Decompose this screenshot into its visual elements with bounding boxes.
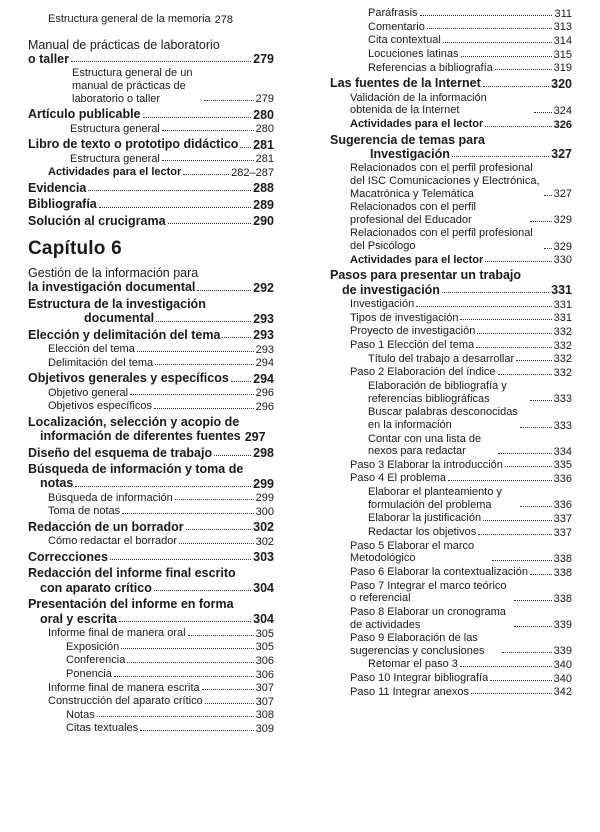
dot-leader [162,130,254,131]
toc-entry[interactable]: Estructura general 281 [70,152,274,166]
toc-entry[interactable]: Relacionados con el perfil profesional del Psicólogo 329 [350,227,572,253]
dot-leader [156,321,251,322]
toc-entry-redaccion[interactable]: Redacción de un borrador 302 [28,520,274,535]
toc-entry[interactable]: Conferencia 306 [66,654,274,667]
toc-entry[interactable]: Paso 11 Integrar anexos 342 [350,685,572,699]
toc-entry-diseno[interactable]: Diseño del esquema de trabajo 298 [28,445,274,461]
chapter-heading: Capítulo 6 [28,238,122,260]
dot-leader [448,480,552,481]
dot-leader [483,520,552,521]
toc-entry[interactable]: Paso 8 Elaborar un cronograma de actividades 339 [350,605,572,632]
toc-entry[interactable]: Estructura general 280 [70,122,274,136]
toc-entry[interactable]: Toma de notas 300 [48,505,274,519]
dot-leader [505,466,552,467]
toc-entry-libro[interactable]: Libro de texto o prototipo didáctico 281 [28,137,274,152]
dot-leader [476,347,552,348]
dot-leader [514,626,552,627]
dot-leader [442,292,549,293]
toc-entry[interactable]: Tipos de investigación 331 [350,311,572,325]
toc-entry[interactable]: Notas 308 [66,708,274,722]
dot-leader [205,703,254,704]
dot-leader [122,513,253,514]
toc-entry[interactable]: Búsqueda de información 299 [48,491,274,505]
dot-leader [99,207,251,208]
toc-entry[interactable]: Elaborar el planteamiento y formulación del problema 336 [368,486,572,512]
toc-entry[interactable]: Estructura general de la memoria 278 [48,13,233,26]
toc-entry[interactable]: Elaboración de bibliografía y referencias bibliográficas 333 [368,379,572,406]
dot-leader [420,15,553,16]
toc-entry[interactable]: Paso 9 Elaboración de las sugerencias y conclusiones 339 [350,632,572,658]
toc-entry-fuentes[interactable]: Las fuentes de la Internet 320 [330,76,572,91]
dot-leader [97,716,254,717]
toc-entry-gestion[interactable]: Gestión de la información para la investigación documental 292 [28,266,274,295]
toc-entry[interactable]: Paráfrasis 311 [368,7,572,20]
toc-right-column [330,6,572,698]
toc-entry-bibliografia[interactable]: Bibliografía 289 [28,197,274,212]
toc-entry-evidencia[interactable]: Evidencia 288 [28,180,274,196]
toc-entry-sugerencia[interactable]: Sugerencia de temas para Investigación 327 [330,132,572,162]
toc-entry[interactable]: Proyecto de investigación 332 [350,325,572,339]
dot-leader [477,333,551,334]
dot-leader [485,126,551,127]
toc-entry[interactable]: Relacionados con el perfil profesional del Educador 329 [350,201,572,227]
dot-leader [114,676,254,677]
dot-leader [202,689,254,690]
dot-leader [483,86,549,87]
toc-entry[interactable]: Citas textuales 309 [66,722,274,736]
toc-entry[interactable]: Ponencia 306 [66,667,274,681]
dot-leader [495,69,552,70]
dot-leader [88,190,251,191]
toc-entry[interactable]: Paso 5 Elaborar el marco Metodológico 338 [350,539,572,565]
dot-leader [530,574,552,575]
toc-entry-manual[interactable]: Manual de prácticas de laboratorio o taller 279 [28,37,274,67]
dot-leader [140,730,253,731]
toc-entry[interactable]: Contar con una lista de nexos para redactar 334 [368,432,572,458]
dot-leader [460,666,552,667]
dot-leader [168,223,252,224]
dot-leader [516,360,552,361]
toc-entry[interactable]: Objetivo general 296 [48,386,274,400]
dot-leader [143,117,252,118]
dot-leader [530,400,552,401]
dot-leader [197,290,251,291]
toc-entry-eleccion[interactable]: Elección y delimitación del tema 293 [28,327,274,342]
dot-leader [460,319,551,320]
dot-leader [530,221,552,222]
dot-leader [155,364,253,365]
dot-leader [231,381,251,382]
toc-entry-pasos[interactable]: Pasos para presentar un trabajo de investigación 331 [330,268,572,298]
dot-leader [502,652,552,653]
dot-leader [471,693,552,694]
toc-entry[interactable]: Locuciones latinas 315 [368,47,572,61]
dot-leader [520,427,552,428]
dot-leader [498,453,552,454]
toc-entry[interactable]: Investigación 331 [350,298,572,311]
dot-leader [222,337,251,338]
dot-leader [130,394,254,395]
toc-entry-actividades[interactable]: Actividades para el lector 326 [350,117,572,131]
dot-leader [452,156,549,157]
toc-entry-correcciones[interactable]: Correcciones 303 [28,550,274,565]
toc-entry[interactable]: Redactar los objetivos 337 [368,526,572,539]
toc-entry[interactable]: Construcción del aparato crítico 307 [48,695,274,708]
toc-entry[interactable]: Referencias a bibliografía 319 [368,61,572,75]
toc-entry[interactable]: Paso 6 Elaborar la contextualización 338 [350,565,572,579]
toc-entry-objetivos[interactable]: Objetivos generales y específicos 294 [28,371,274,386]
dot-leader [110,559,251,560]
toc-entry-localizacion[interactable]: Localización, selección y acopio de información de diferentes fuentes 297 [28,414,266,444]
toc-entry-estructura[interactable]: Estructura de la investigación documental 293 [28,296,274,326]
toc-entry[interactable]: Paso 4 El problema 336 [350,472,572,486]
dot-leader [514,600,552,601]
dot-leader [416,306,551,307]
dot-leader [183,174,229,175]
toc-entry[interactable]: Paso 7 Integrar el marco teórico o referencial 338 [350,579,572,605]
dot-leader [127,662,253,663]
toc-entry[interactable]: Exposición 305 [66,640,274,654]
dot-leader [240,147,251,148]
dot-leader [492,560,552,561]
toc-entry[interactable]: Título del trabajo a desarrollar 332 [368,352,572,366]
toc-entry-actividades[interactable]: Actividades para el lector 282–287 [48,166,274,179]
dot-leader [544,195,552,196]
toc-entry[interactable]: Relacionados con el perfil profesional del ISC Comunicaciones y Electrónica, Macatrónica y Telemática 327 [350,162,572,201]
dot-leader [427,28,552,29]
toc-entry[interactable]: Buscar palabras desconocidas en la información 333 [368,406,572,432]
toc-left-column [28,12,274,735]
toc-entry[interactable]: Paso 3 Elaborar la introducción 335 [350,458,572,472]
toc-entry[interactable]: Informe final de manera oral 305 [48,626,274,640]
dot-leader [520,506,552,507]
dot-leader [121,648,253,649]
dot-leader [214,455,251,456]
dot-leader [175,499,254,500]
toc-entry-actividades[interactable]: Actividades para el lector 330 [350,253,572,267]
dot-leader [154,408,254,409]
dot-leader [186,529,252,530]
toc-entry[interactable]: Retomar el paso 3 340 [368,658,572,672]
dot-leader [75,486,251,487]
dot-leader [154,590,251,591]
dot-leader [137,351,254,352]
toc-entry-articulo[interactable]: Artículo publicable 280 [28,107,274,122]
dot-leader [478,534,551,535]
toc-entry[interactable]: Informe final de manera escrita 307 [48,681,274,695]
toc-entry[interactable]: Comentario 313 [368,20,572,34]
dot-leader [544,248,552,249]
dot-leader [188,635,254,636]
toc-entry[interactable]: Delimitación del tema 294 [48,356,274,370]
dot-leader [498,374,552,375]
toc-entry[interactable]: Objetivos específicos 296 [48,400,274,413]
toc-entry[interactable]: Cómo redactar el borrador 302 [48,535,274,549]
dot-leader [119,621,251,622]
toc-entry-solucion[interactable]: Solución al crucigrama 290 [28,213,274,229]
toc-entry[interactable]: Elaborar la justificación 337 [368,512,572,526]
dot-leader [485,261,551,262]
toc-entry[interactable]: Paso 2 Elaboración del índice 332 [350,366,572,379]
dot-leader [71,61,251,62]
toc-entry[interactable]: Paso 10 Integrar bibliografía 340 [350,672,572,685]
toc-entry[interactable]: Cita contextual 314 [368,34,572,47]
toc-entry[interactable]: Paso 1 Elección del tema 332 [350,339,572,352]
dot-leader [534,112,552,113]
dot-leader [179,543,254,544]
dot-leader [490,680,551,681]
toc-entry[interactable]: Validación de la información obtenida de la Internet 324 [350,91,572,117]
toc-entry[interactable]: Estructura general de un manual de prácticas de laboratorio o taller 279 [72,67,274,106]
dot-leader [204,100,254,101]
toc-entry-busqueda[interactable]: Búsqueda de información y toma de notas 299 [28,462,274,491]
toc-entry-presentacion[interactable]: Presentación del informe en forma oral y escrita 304 [28,597,274,626]
toc-entry[interactable]: Elección del tema 293 [48,342,274,356]
dot-leader [162,160,254,161]
dot-leader [443,42,552,43]
dot-leader [461,56,552,57]
toc-entry-informe[interactable]: Redacción del informe final escrito con aparato crítico 304 [28,566,274,596]
